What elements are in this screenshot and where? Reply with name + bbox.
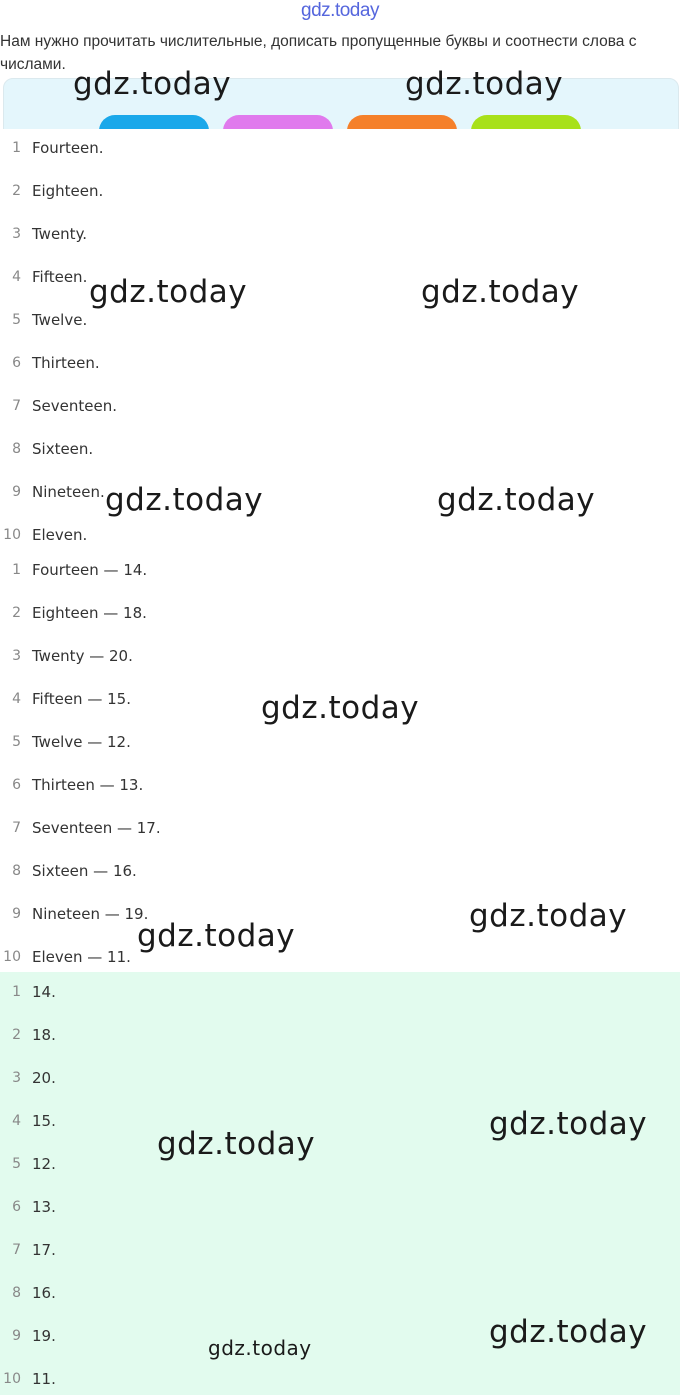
item-number: 2	[12, 182, 21, 199]
watermark: gdz.today	[208, 1336, 312, 1360]
site-logo[interactable]: gdz.today	[301, 0, 379, 21]
item-text: 17.	[32, 1240, 56, 1259]
item-text: 11.	[32, 1369, 56, 1388]
item-text: Eighteen.	[32, 181, 104, 200]
item-number: 8	[12, 1284, 21, 1301]
item-text: Fifteen.	[32, 267, 88, 286]
item-text: 14.	[32, 982, 56, 1001]
item-text: 16.	[32, 1283, 56, 1302]
item-number: 3	[12, 225, 21, 242]
list-item	[0, 1185, 680, 1228]
item-text: Sixteen — 16.	[32, 861, 137, 880]
item-text: Fourteen.	[32, 138, 104, 157]
watermark: gdz.today	[105, 482, 264, 518]
item-text: Thirteen — 13.	[32, 775, 144, 794]
item-number: 7	[12, 1241, 21, 1258]
list-item	[0, 634, 680, 677]
item-text: Sixteen.	[32, 439, 94, 458]
item-text: Fourteen — 14.	[32, 560, 148, 579]
list-item	[0, 1228, 680, 1271]
item-number: 2	[12, 1026, 21, 1043]
watermark: gdz.today	[489, 1106, 648, 1142]
item-text: Thirteen.	[32, 353, 100, 372]
watermark: gdz.today	[89, 274, 248, 310]
watermark: gdz.today	[421, 274, 580, 310]
list-item	[0, 384, 680, 427]
list-item	[0, 212, 680, 255]
watermark: gdz.today	[261, 690, 420, 726]
item-number: 10	[3, 1370, 21, 1387]
list-item	[0, 1142, 680, 1185]
item-number: 4	[12, 1112, 21, 1129]
item-text: 12.	[32, 1154, 56, 1173]
item-number: 5	[12, 1155, 21, 1172]
item-text: Eleven.	[32, 525, 88, 544]
item-text: Twelve.	[32, 310, 88, 329]
item-number: 8	[12, 440, 21, 457]
item-number: 6	[12, 1198, 21, 1215]
watermark: gdz.today	[489, 1314, 648, 1350]
item-number: 6	[12, 354, 21, 371]
list-item	[0, 720, 680, 763]
item-text: 20.	[32, 1068, 56, 1087]
list-item	[0, 970, 680, 1013]
item-text: Eighteen — 18.	[32, 603, 147, 622]
item-number: 9	[12, 905, 21, 922]
item-number: 9	[12, 1327, 21, 1344]
list-item	[0, 548, 680, 591]
item-number: 1	[12, 139, 21, 156]
task-description: Нам нужно прочитать числительные, дописать пропущенные буквы и соотнести слова с числами.	[0, 33, 637, 73]
item-number: 5	[12, 733, 21, 750]
list-item	[0, 1357, 680, 1400]
item-text: Twelve — 12.	[32, 732, 131, 751]
watermark: gdz.today	[73, 66, 232, 102]
item-text: Seventeen — 17.	[32, 818, 161, 837]
list-item	[0, 763, 680, 806]
list-item	[0, 1056, 680, 1099]
item-text: Seventeen.	[32, 396, 117, 415]
item-number: 5	[12, 311, 21, 328]
item-number: 1	[12, 983, 21, 1000]
watermark: gdz.today	[157, 1126, 316, 1162]
list-item	[0, 591, 680, 634]
item-number: 6	[12, 776, 21, 793]
item-number: 4	[12, 268, 21, 285]
list-item	[0, 427, 680, 470]
list-item	[0, 1271, 680, 1314]
item-number: 8	[12, 862, 21, 879]
list-item	[0, 1013, 680, 1056]
item-text: Twenty — 20.	[32, 646, 133, 665]
watermark: gdz.today	[469, 898, 628, 934]
item-text: Eleven — 11.	[32, 947, 131, 966]
item-text: 13.	[32, 1197, 56, 1216]
item-number: 7	[12, 819, 21, 836]
watermark: gdz.today	[405, 66, 564, 102]
item-number: 3	[12, 1069, 21, 1086]
item-number: 1	[12, 561, 21, 578]
item-text: 15.	[32, 1111, 56, 1130]
item-text: Nineteen.	[32, 482, 105, 501]
list-item	[0, 341, 680, 384]
item-text: Fifteen — 15.	[32, 689, 131, 708]
item-text: Twenty.	[32, 224, 88, 243]
item-number: 4	[12, 690, 21, 707]
item-number: 10	[3, 948, 21, 965]
item-number: 9	[12, 483, 21, 500]
item-text: 18.	[32, 1025, 56, 1044]
item-number: 2	[12, 604, 21, 621]
list-item	[0, 806, 680, 849]
list-item	[0, 849, 680, 892]
watermark: gdz.today	[137, 918, 296, 954]
item-number: 10	[3, 526, 21, 543]
item-number: 7	[12, 397, 21, 414]
list-item	[0, 126, 680, 169]
list-item	[0, 169, 680, 212]
item-text: Nineteen — 19.	[32, 904, 149, 923]
item-text: 19.	[32, 1326, 56, 1345]
watermark: gdz.today	[437, 482, 596, 518]
item-number: 3	[12, 647, 21, 664]
